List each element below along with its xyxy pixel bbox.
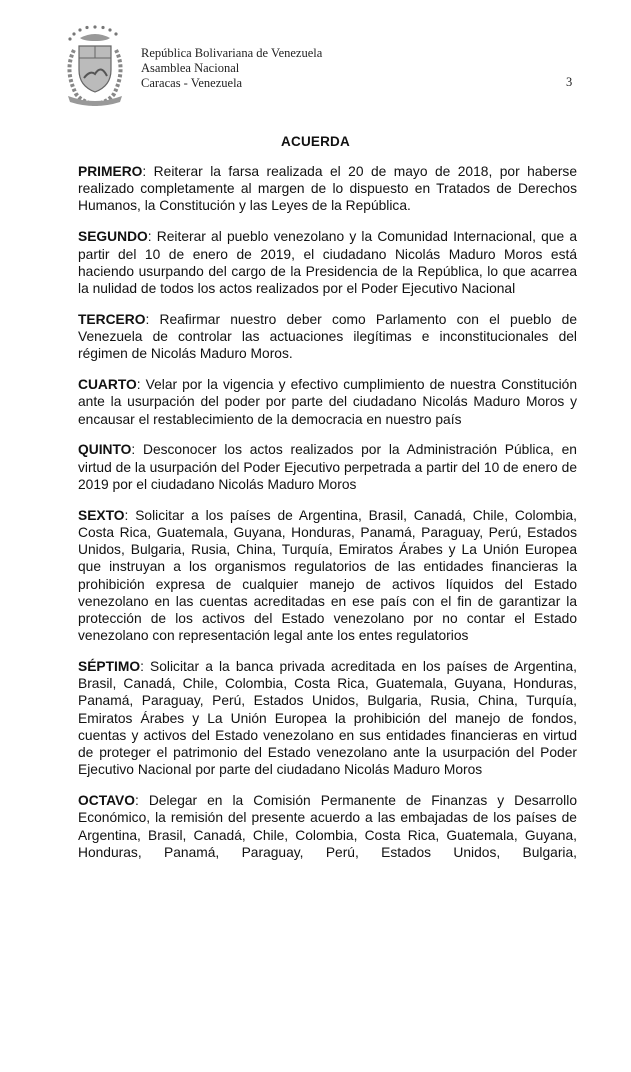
article-septimo bbox=[78, 658, 577, 778]
article-text: : Solicitar a los países de Argentina, Brasil, Canadá, Chile, Colombia, Costa Rica, Guatemala, Guyana, Honduras, Panamá, Paraguay, Perú, Estados Unidos, Bulgaria, Rusia, China, Turquía, Emiratos Árabes y La Unión Europea que instruyan a los organismos regulatorios de las entidades financieras la prohibición expresa de cualquier manejo de activos líquidos del Estado venezolano en las cuentas acreditadas en ese país con el fin de garantizar la protección de los activos del Estado venezolano por no contar el Estado venezolano con representación legal ante los entes regulatorios bbox=[78, 507, 577, 644]
article-heading: SÉPTIMO bbox=[78, 659, 141, 674]
article-heading: SEGUNDO bbox=[78, 229, 148, 245]
letterhead-institution: Asamblea Nacional bbox=[141, 61, 240, 75]
article-text: : Solicitar a la banca privada acreditada en los países de Argentina, Brasil, Canadá, Chile, Colombia, Costa Rica, Guatemala, Guyana, Honduras, Panamá, Paraguay, Perú, Estados Unidos, Bulgaria, Rusia, China, Turquía, Emiratos Árabes y La Unión Europea la prohibición del manejo de fondos, cuentas y activos del Estado venezolano en sus entidades financieras en virtud de proteger el patrimonio del Estado venezolano ante la usurpación del Poder Ejecutivo Nacional por parte del ciudadano Nicolás Maduro Moros bbox=[78, 659, 577, 778]
coat-of-arms-seal bbox=[60, 22, 130, 106]
article-text: : Delegar en la Comisión Permanente de Finanzas y Desarrollo Económico, la remisión del presente acuerdo a las embajadas de los países de Argentina, Brasil, Canadá, Chile, Colombia, Costa Rica, Guatemala, Guyana, Honduras, Panamá, Paraguay, Perú, Estados Unidos, Bulgaria, bbox=[78, 793, 577, 860]
article-text: : Reiterar la farsa realizada el 20 de mayo de 2018, por haberse realizado completamente al margen de lo dispuesto en Tratados de Derechos Humanos, la Constitución y las Leyes de la República. bbox=[78, 164, 577, 214]
article-heading: SEXTO bbox=[78, 507, 125, 523]
article-text: : Reafirmar nuestro deber como Parlamento con el pueblo de Venezuela de controlar las actuaciones ilegítimas e inconstitucionales del régimen de Nicolás Maduro Moros. bbox=[78, 311, 577, 362]
article-text: : Velar por la vigencia y efectivo cumplimiento de nuestra Constitución ante la usurpación del poder por parte del ciudadano Nicolás Maduro Moros y encausar el restablecimiento de la democracia en nuestro país bbox=[78, 377, 577, 427]
article-octavo bbox=[78, 792, 577, 861]
article-heading: QUINTO bbox=[78, 442, 132, 458]
letterhead bbox=[141, 46, 322, 91]
article-cuarto bbox=[78, 376, 577, 428]
article-tercero bbox=[78, 311, 577, 363]
article-segundo bbox=[78, 228, 577, 297]
article-heading: PRIMERO bbox=[78, 164, 143, 179]
letterhead-country: República Bolivariana de Venezuela bbox=[141, 46, 323, 60]
article-heading: CUARTO bbox=[78, 377, 137, 393]
page-number: 3 bbox=[566, 75, 573, 89]
document-title: ACUERDA bbox=[281, 134, 350, 149]
resolution-body bbox=[78, 163, 577, 875]
article-text: : Desconocer los actos realizados por la Administración Pública, en virtud de la usurpación del Poder Ejecutivo perpetrada a partir del 10 de enero de 2019 por el ciudadano Nicolás Maduro Moros bbox=[78, 442, 577, 492]
article-primero bbox=[78, 163, 577, 215]
letterhead-city: Caracas - Venezuela bbox=[141, 76, 243, 90]
article-heading: TERCERO bbox=[78, 311, 146, 327]
article-quinto bbox=[78, 441, 577, 493]
article-heading: OCTAVO bbox=[78, 793, 135, 809]
article-text: : Reiterar al pueblo venezolano y la Comunidad Internacional, que a partir del 10 de enero de 2019, el ciudadano Nicolás Maduro Moros está haciendo usurpando del cargo de la Presidencia de la República, lo que acarrea la nulidad de todos los actos realizados por el Poder Ejecutivo Nacional bbox=[78, 229, 577, 296]
article-sexto bbox=[78, 507, 577, 645]
